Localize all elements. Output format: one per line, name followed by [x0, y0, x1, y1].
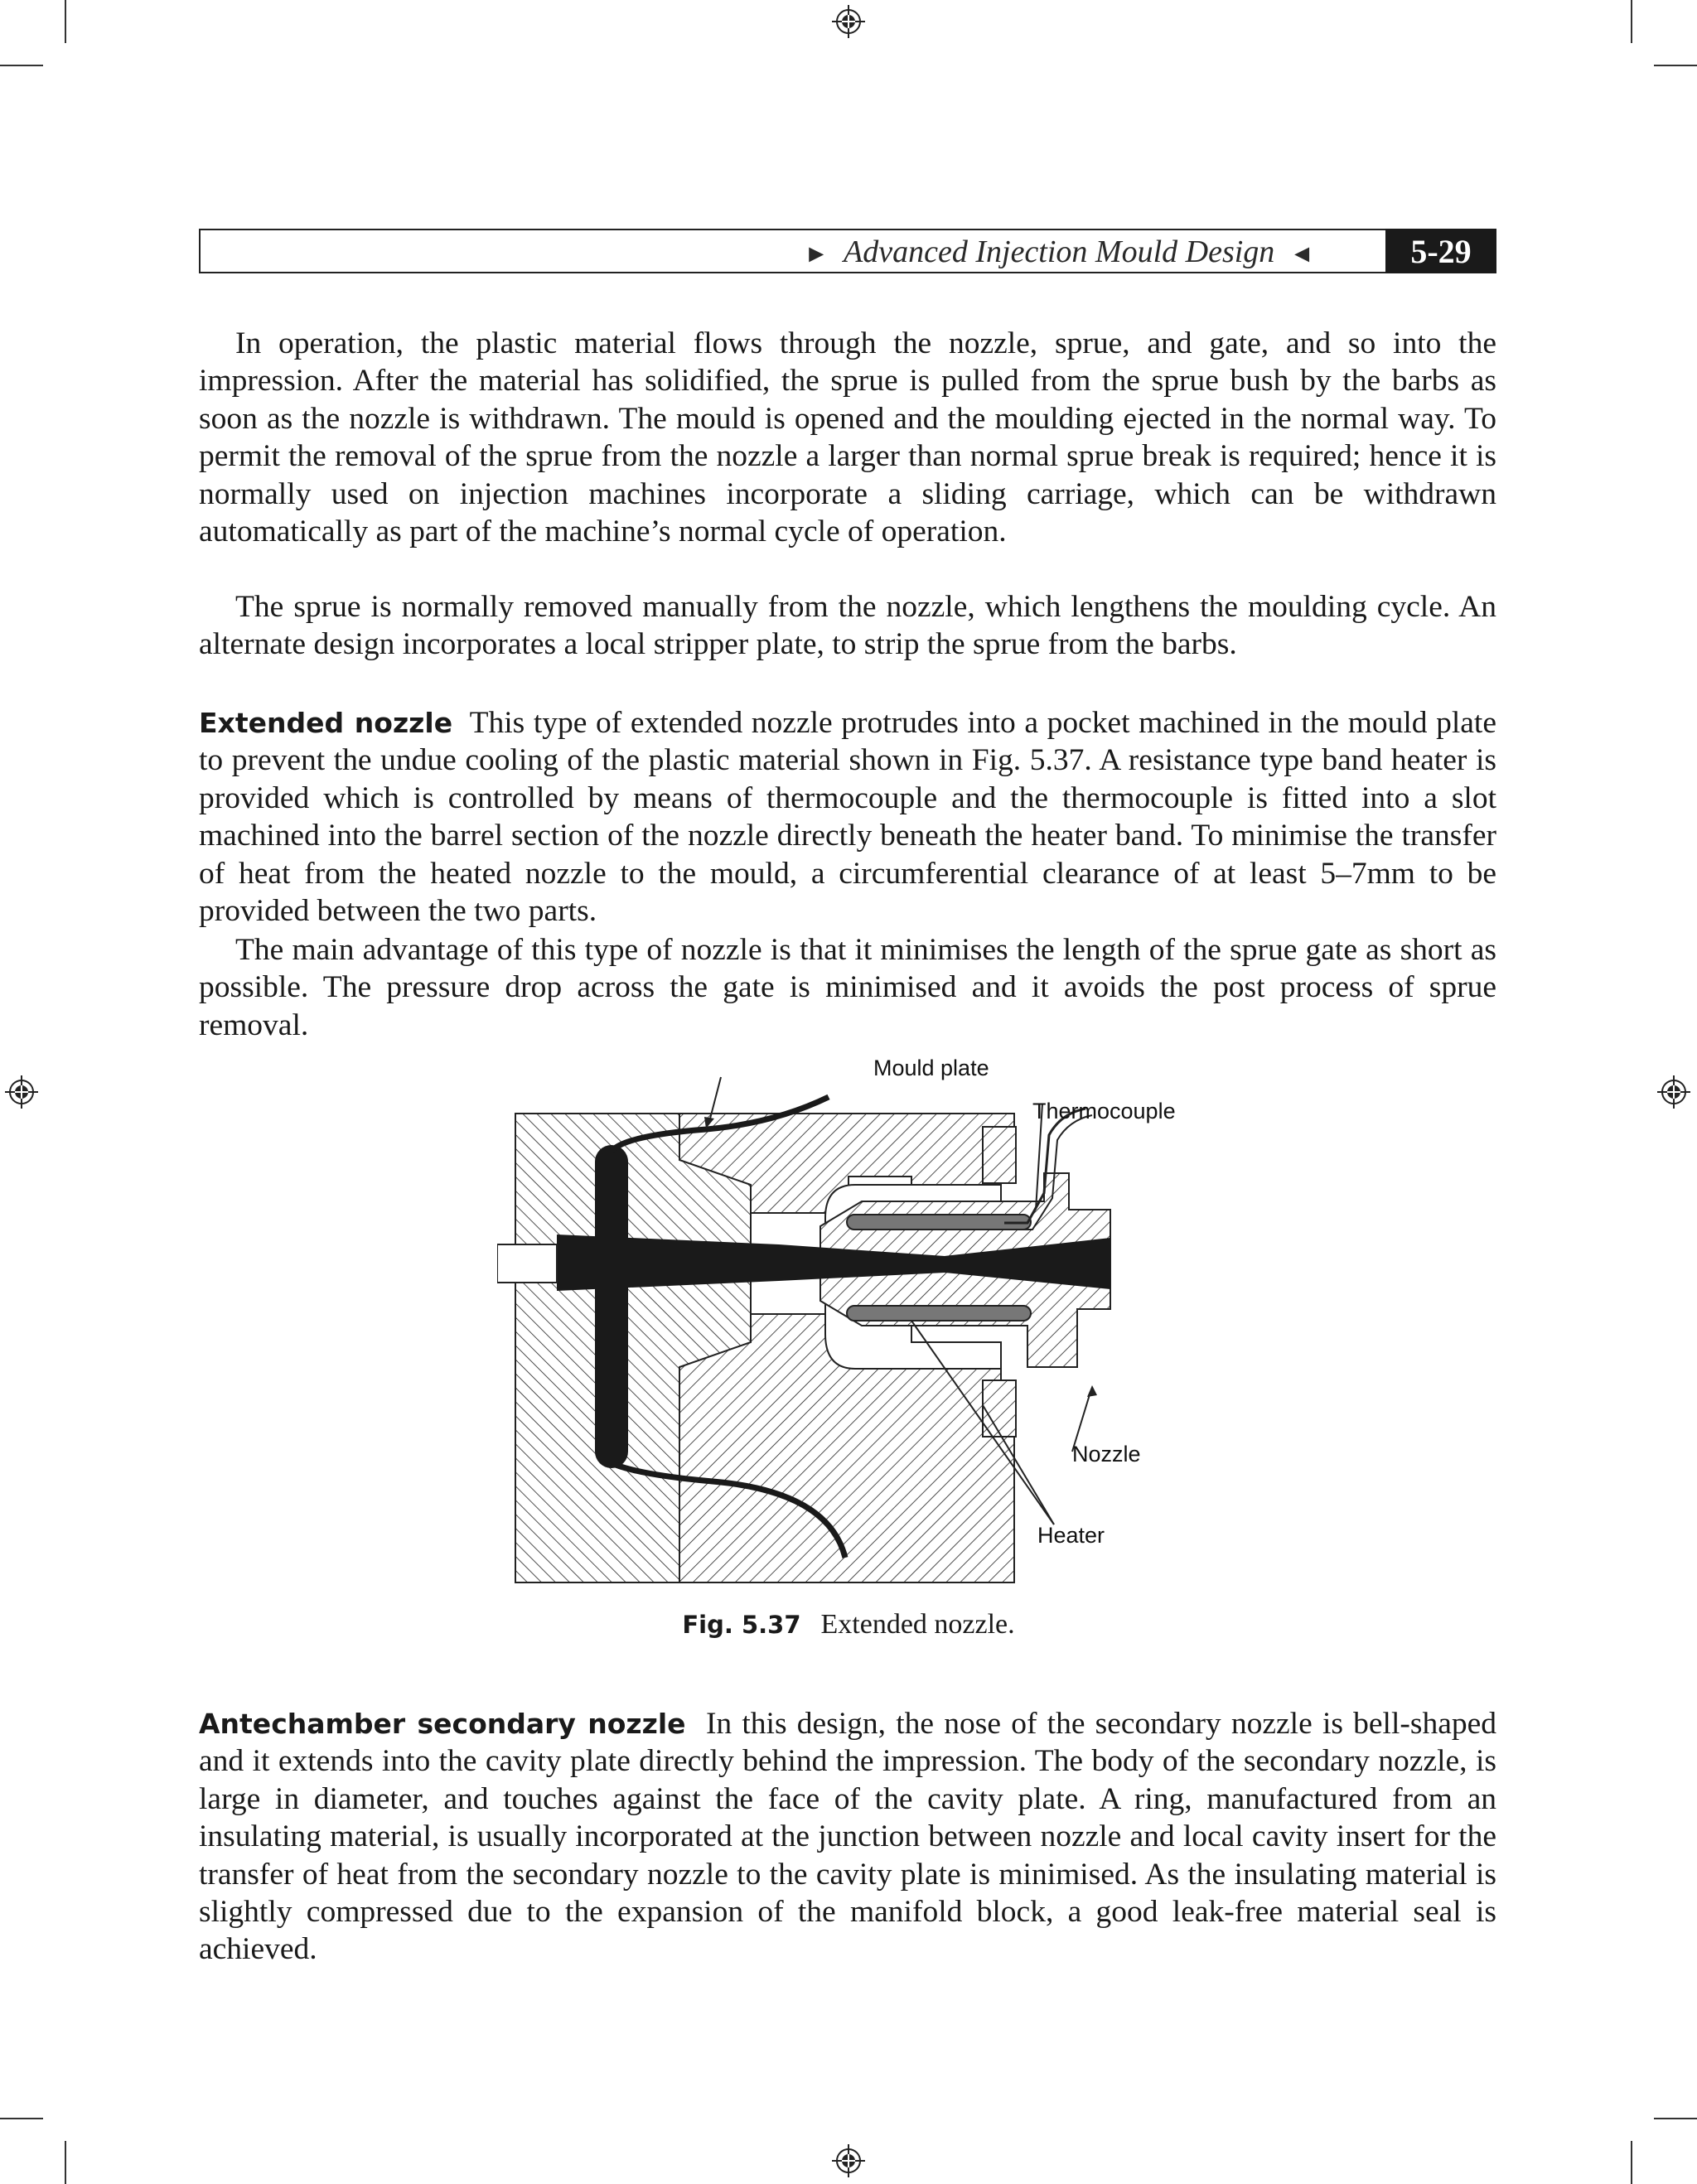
paragraph-antechamber-text: In this design, the nose of the secondary nozzle is bell-shaped and it extends into the cavity plate directly behind the impression. The body of the secondary nozzle, is large in diameter, and touches against the face of the cavity plate. A ring, manufactured from an insulating material, is usually incorporated at the junction between nozzle and local cavity insert for the transfer of heat from the secondary nozzle to the cavity plate is minimised. As the insulating material is slightly compressed due to the expansion of the manifold block, a good leak-free material seal is achieved. [199, 1707, 1497, 1967]
left-triangle-icon: ◄ [1289, 240, 1314, 268]
section-heading-extended-nozzle: Extended nozzle [199, 707, 453, 739]
crop-mark [0, 65, 43, 66]
right-triangle-icon: ► [804, 240, 829, 268]
machine-nozzle-stub [497, 1244, 557, 1283]
figure-caption [0, 1609, 1697, 1640]
extended-nozzle-diagram [497, 1061, 1243, 1591]
paragraph-advantage: The main advantage of this type of nozzle is that it minimises the length of the sprue gate as short as possible. The pressure drop across the gate is minimised and it avoids the post process of sprue removal. [199, 933, 1496, 1042]
label-mould-plate: Mould plate [873, 1056, 989, 1080]
section-heading-antechamber-nozzle: Antechamber secondary nozzle [199, 1708, 686, 1740]
registration-mark-icon [830, 3, 867, 40]
crop-mark [1654, 65, 1697, 66]
running-header [199, 229, 1496, 273]
page-number: 5-29 [1385, 229, 1496, 273]
heater-band-lower [847, 1306, 1031, 1321]
locating-ring-lower [983, 1380, 1016, 1437]
locating-ring-upper [983, 1127, 1016, 1183]
figure-extended-nozzle [497, 1056, 1243, 1591]
crop-mark [65, 0, 66, 43]
crop-mark [0, 2118, 43, 2119]
header-title-text: Advanced Injection Mould Design [844, 234, 1275, 269]
paragraph-antechamber-nozzle [199, 1705, 1496, 1969]
label-heater: Heater [1037, 1523, 1105, 1548]
paragraph-sprue-removal: The sprue is normally removed manually from the nozzle, which lengthens the moulding cycle. An alternate design incorporates a local stripper plate, to strip the sprue from the barbs. [199, 590, 1496, 662]
header-title [789, 230, 1329, 272]
label-nozzle: Nozzle [1072, 1442, 1141, 1466]
crop-mark [65, 2141, 66, 2184]
figure-number: Fig. 5.37 [682, 1611, 801, 1639]
paragraph-operation: In operation, the plastic material flows through the nozzle, sprue, and gate, and so into the impression. After the material has solidified, the sprue is pulled from the sprue bush by the barbs as soon as the nozzle is withdrawn. The mould is opened and the moulding ejected in the normal way. To permit the removal of the sprue from the nozzle a larger than normal sprue break is required; hence it is normally used on injection machines incorporate a sliding carriage, which can be withdrawn automatically as part of the machine’s normal cycle of operation. [199, 326, 1496, 549]
registration-mark-icon [1656, 1074, 1692, 1110]
registration-mark-icon [3, 1074, 40, 1110]
crop-mark [1631, 2141, 1632, 2184]
leader-arrow [1087, 1385, 1097, 1397]
paragraph-extended-nozzle [199, 704, 1496, 930]
paragraph-extended-nozzle-text: This type of extended nozzle protrudes into a pocket machined in the mould plate to prevent the undue cooling of the plastic material shown in Fig. 5.37. A resistance type band heater is provided which is controlled by means of thermocouple and the thermocouple is fitted into a slot machined into the barrel section of the nozzle directly beneath the heater band. To minimise the transfer of heat from the heated nozzle to the mould, a circumferential clearance of at least 5–7mm to be provided between the two parts. [199, 706, 1496, 929]
crop-mark [1631, 0, 1632, 43]
registration-mark-icon [830, 2143, 867, 2179]
label-thermocouple: Thermocouple [1032, 1099, 1176, 1123]
figure-caption-text: Extended nozzle. [820, 1609, 1015, 1640]
crop-mark [1654, 2118, 1697, 2119]
vertical-runner [595, 1145, 628, 1468]
heater-band-upper [847, 1215, 1031, 1230]
